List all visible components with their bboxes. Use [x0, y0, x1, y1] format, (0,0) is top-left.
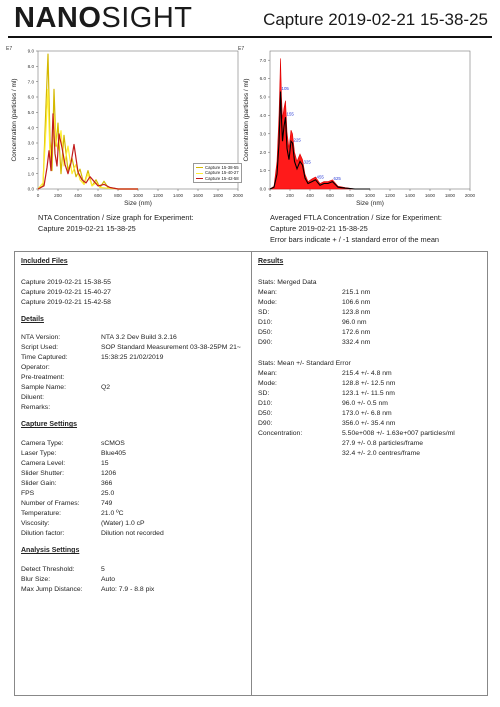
row-value: 21.0 ºC: [101, 510, 124, 517]
info-row: [21, 500, 241, 509]
y-tick-label: 1.0: [27, 171, 34, 177]
info-row: [258, 370, 478, 379]
info-row: [21, 586, 241, 595]
row-value: 332.4 nm: [342, 339, 371, 346]
row-label: Viscosity:: [21, 520, 50, 527]
concentration-size-chart: [4, 44, 247, 212]
x-tick-label: 800: [346, 193, 354, 198]
row-value: 96.0 nm: [342, 319, 367, 326]
x-tick-label: 1800: [444, 193, 456, 198]
y-tick-label: 6.0: [259, 76, 266, 82]
included-file: Capture 2019-02-21 15-38-55: [21, 279, 111, 286]
results-column: [252, 252, 487, 695]
included-file: Capture 2019-02-21 15-42-58: [21, 299, 111, 306]
row-label: SD:: [258, 390, 270, 397]
info-row: [21, 404, 241, 413]
y-tick-label: 7.0: [27, 79, 34, 85]
info-row: [258, 410, 478, 419]
row-value: 5: [101, 566, 105, 573]
row-value: 749: [101, 500, 113, 507]
y-tick-label: 5.0: [27, 109, 34, 115]
x-tick-label: 200: [54, 193, 62, 198]
x-axis-label: Size (nm): [356, 200, 384, 207]
row-label: Concentration:: [258, 430, 303, 437]
x-tick-label: 0: [268, 193, 272, 198]
row-value: Q2: [101, 384, 111, 391]
y-tick-label: 2.0: [259, 149, 266, 155]
row-value: 173.0 +/- 6.8 nm: [342, 410, 392, 417]
x-axis-label: Size (nm): [124, 200, 152, 207]
row-label: D90:: [258, 339, 273, 346]
x-tick-label: 400: [306, 193, 314, 198]
y-tick-label: 5.0: [259, 94, 266, 100]
row-value: 25.0: [101, 490, 115, 497]
row-value: Auto: [101, 576, 115, 583]
y-tick-label: 4.0: [27, 125, 34, 131]
row-label: Remarks:: [21, 404, 51, 411]
section-title-capture-settings: Capture Settings: [21, 421, 78, 428]
peak-label: 325: [303, 159, 311, 165]
row-label: Temperature:: [21, 510, 62, 517]
row-value: 1206: [101, 470, 117, 477]
peak-label: 625: [333, 176, 341, 182]
page-title: Capture 2019-02-21 15-38-25: [263, 10, 488, 29]
x-tick-label: 1800: [212, 193, 224, 198]
info-row: [21, 470, 241, 479]
stats-heading: Stats: Mean +/- Standard Error: [258, 360, 351, 367]
row-label: NTA Version:: [21, 334, 61, 341]
y-tick-label: 1.0: [259, 168, 266, 174]
row-label: Sample Name:: [21, 384, 66, 391]
x-tick-label: 1200: [384, 193, 396, 198]
y-axis-label: Concentration (particles / ml): [243, 78, 250, 162]
y-tick-label: 7.0: [259, 57, 266, 63]
info-row: [21, 344, 241, 353]
row-label: Dilution factor:: [21, 530, 65, 537]
nanosight-logo: NANOSIGHT: [14, 2, 193, 34]
x-tick-label: 600: [326, 193, 334, 198]
y-tick-label: 9.0: [27, 48, 34, 54]
row-label: Laser Type:: [21, 450, 57, 457]
row-label: Time Captured:: [21, 354, 68, 361]
row-label: FPS: [21, 490, 35, 497]
info-row: [21, 520, 241, 529]
info-row: [21, 384, 241, 393]
x-tick-label: 1200: [152, 193, 164, 198]
x-tick-label: 1400: [172, 193, 184, 198]
info-row: [21, 566, 241, 575]
row-value: NTA 3.2 Dev Build 3.2.16: [101, 334, 177, 341]
peak-label: 155: [286, 111, 294, 117]
x-tick-label: 600: [94, 193, 102, 198]
row-label: D90:: [258, 420, 273, 427]
row-value: Dilution not recorded: [101, 530, 164, 537]
caption-line: Capture 2019-02-21 15-38-25: [270, 224, 368, 233]
row-value: 172.6 nm: [342, 329, 371, 336]
info-row: [258, 440, 478, 449]
row-value: 15:38:25 21/02/2019: [101, 354, 164, 361]
info-row: [21, 450, 241, 459]
chart-svg: [236, 44, 479, 212]
row-label: Slider Shutter:: [21, 470, 65, 477]
row-value: 123.1 +/- 11.5 nm: [342, 390, 395, 397]
row-value: 5.50e+008 +/- 1.63e+007 particles/ml: [342, 430, 455, 437]
info-row: [258, 319, 478, 328]
x-tick-label: 2000: [232, 193, 244, 198]
info-row: [258, 339, 478, 348]
averaged-concentration-chart: [236, 44, 479, 212]
row-label: D10:: [258, 400, 273, 407]
row-value: sCMOS: [101, 440, 125, 447]
row-label: Operator:: [21, 364, 50, 371]
row-value: 15: [101, 460, 109, 467]
row-label: Camera Level:: [21, 460, 66, 467]
row-value: 96.0 +/- 0.5 nm: [342, 400, 388, 407]
row-label: D50:: [258, 410, 273, 417]
report-panel: [14, 251, 488, 696]
row-label: Mode:: [258, 299, 277, 306]
row-label: Pre-treatment:: [21, 374, 65, 381]
y-tick-label: 3.0: [259, 131, 266, 137]
row-label: Mode:: [258, 380, 277, 387]
info-row: [258, 329, 478, 338]
info-row: [21, 354, 241, 363]
info-row: [21, 460, 241, 469]
row-label: Max Jump Distance:: [21, 586, 83, 593]
info-row: [21, 490, 241, 499]
row-label: D10:: [258, 319, 273, 326]
section-title-results: Results: [258, 258, 284, 265]
row-label: Diluent:: [21, 394, 45, 401]
info-row: [21, 374, 241, 383]
row-value: (Water) 1.0 cP: [101, 520, 145, 527]
info-row: [258, 450, 478, 459]
row-label: Detect Threshold:: [21, 566, 75, 573]
row-label: Mean:: [258, 370, 277, 377]
info-row: [258, 400, 478, 409]
info-row: [258, 430, 478, 439]
caption-line: Averaged FTLA Concentration / Size for Experiment:: [270, 213, 442, 222]
section-title-included-files: Included Files: [21, 258, 68, 265]
y-tick-label: 3.0: [27, 140, 34, 146]
x-tick-label: 200: [286, 193, 294, 198]
axis-exponent: E7: [6, 46, 13, 52]
row-value: 32.4 +/- 2.0 centres/frame: [342, 450, 421, 457]
info-row: [258, 289, 478, 298]
row-label: Number of Frames:: [21, 500, 80, 507]
info-row: [21, 364, 241, 373]
y-tick-label: 0.0: [259, 186, 266, 192]
y-tick-label: 6.0: [27, 94, 34, 100]
row-value: Auto: 7.9 - 8.8 pix: [101, 586, 155, 593]
x-tick-label: 1600: [192, 193, 204, 198]
row-label: SD:: [258, 309, 270, 316]
info-row: [21, 576, 241, 585]
x-tick-label: 1400: [404, 193, 416, 198]
caption-line: NTA Concentration / Size graph for Experiment:: [38, 213, 194, 222]
row-label: D50:: [258, 329, 273, 336]
y-axis-label: Concentration (particles / ml): [11, 78, 18, 162]
row-label: Mean:: [258, 289, 277, 296]
row-value: 215.1 nm: [342, 289, 371, 296]
x-tick-label: 1000: [132, 193, 144, 198]
y-tick-label: 4.0: [259, 113, 266, 118]
peak-label: 105: [281, 85, 289, 91]
header-divider: [8, 36, 492, 38]
x-tick-label: 400: [74, 193, 82, 198]
row-label: Slider Gain:: [21, 480, 57, 487]
row-value: Blue405: [101, 450, 126, 457]
error-band: [270, 58, 370, 189]
row-value: 215.4 +/- 4.8 nm: [342, 370, 392, 377]
row-value: 366: [101, 480, 113, 487]
info-row: [21, 480, 241, 489]
x-tick-label: 0: [36, 193, 40, 198]
info-row: [21, 440, 241, 449]
chart-caption-left: [38, 212, 194, 234]
x-tick-label: 2000: [464, 193, 476, 198]
included-file: Capture 2019-02-21 15-40-27: [21, 289, 111, 296]
row-value: 128.8 +/- 12.5 nm: [342, 380, 396, 387]
peak-label: 455: [316, 174, 324, 180]
stats-heading: Stats: Merged Data: [258, 279, 317, 286]
y-tick-label: 8.0: [27, 63, 34, 69]
section-title-analysis-settings: Analysis Settings: [21, 547, 80, 554]
chart-caption-right: [270, 212, 442, 245]
info-row: [258, 309, 478, 318]
row-value: 27.9 +/- 0.8 particles/frame: [342, 440, 424, 447]
x-tick-label: 1600: [424, 193, 436, 198]
axis-exponent: E7: [238, 46, 245, 52]
chart-svg: [4, 44, 247, 212]
row-value: 123.8 nm: [342, 309, 371, 316]
peak-label: 225: [293, 137, 301, 143]
info-row: [258, 299, 478, 308]
settings-column: [15, 252, 252, 695]
y-tick-label: 2.0: [27, 155, 34, 161]
row-value: 106.6 nm: [342, 299, 371, 306]
info-row: [258, 380, 478, 389]
caption-line: Error bars indicate + / -1 standard error of the mean: [270, 235, 440, 244]
legend-item: Capture 15-38-55: [196, 165, 239, 170]
x-tick-label: 1000: [364, 193, 376, 198]
legend-item: Capture 15-40-27: [196, 170, 239, 175]
info-row: [21, 334, 241, 343]
row-value: 356.0 +/- 35.4 nm: [342, 420, 396, 427]
info-row: [21, 394, 241, 403]
info-row: [258, 390, 478, 399]
info-row: [21, 530, 241, 539]
row-label: Camera Type:: [21, 440, 64, 447]
row-label: Blur Size:: [21, 576, 51, 583]
section-title-details: Details: [21, 316, 44, 323]
row-label: Script Used:: [21, 344, 59, 351]
row-value: SOP Standard Measurement 03-38-25PM 21~: [101, 344, 241, 351]
y-tick-label: 0.0: [27, 186, 34, 192]
info-row: [21, 510, 241, 519]
caption-line: Capture 2019-02-21 15-38-25: [38, 224, 136, 233]
chart-legend: [193, 163, 242, 183]
legend-item: Capture 15-42-58: [196, 176, 239, 181]
info-row: [258, 420, 478, 429]
x-tick-label: 800: [114, 193, 122, 198]
